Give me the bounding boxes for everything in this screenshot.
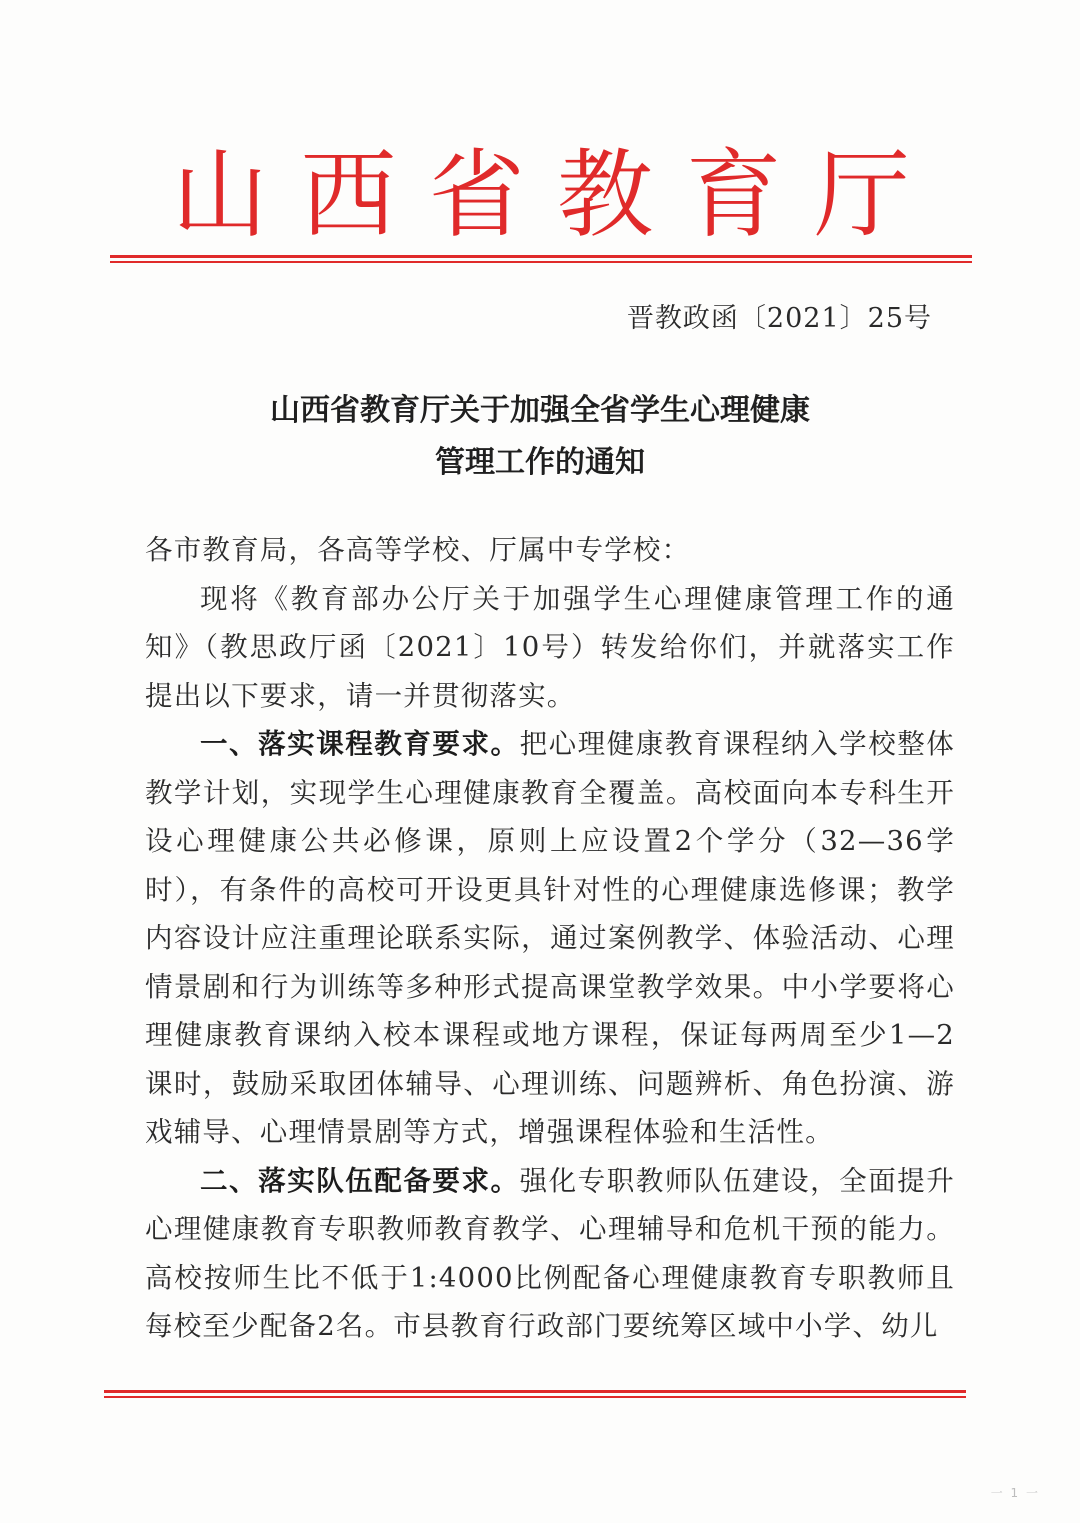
section-1-heading: 一、落实课程教育要求。 (200, 728, 520, 760)
document-body (145, 526, 955, 1351)
footer-red-rule (104, 1390, 966, 1400)
section-2-text: 强化专职教师队伍建设，全面提升心理健康教育专职教师教育教学、心理辅导和危机干预的能力。高校按师生比不低于1:4000比例配备心理健康教育专职教师且每校至少配备2名。市县教育行政部门要统筹区域中小学、幼儿 (145, 1164, 956, 1342)
document-number: 晋教政函〔2021〕25号 (626, 303, 932, 334)
letterhead-char: 教 (557, 139, 654, 251)
intro-paragraph: 现将《教育部办公厅关于加强学生心理健康管理工作的通知》（教思政厅函〔2021〕10号）转发给你们，并就落实工作提出以下要求，请一并贯彻落实。 (145, 582, 955, 712)
section-1-text: 把心理健康教育课程纳入学校整体教学计划，实现学生心理健康教育全覆盖。高校面向本专科生开设心理健康公共必修课，原则上应设置2个学分（32—36学时），有条件的高校可开设更具针对性的心理健康选修课；教学内容设计应注重理论联系实际，通过案例教学、体验活动、心理情景剧和行为训练等多种形式提高课堂教学效果。中小学要将心理健康教育课纳入校本课程或地方课程，保证每两周至少1—2课时，鼓励采取团体辅导、心理训练、问题辨析、角色扮演、游戏辅导、心理情景剧等方式，增强课程体验和生活性。 (145, 728, 956, 1148)
letterhead-title (110, 140, 972, 250)
letterhead-char: 育 (685, 139, 782, 251)
header-red-rule (110, 255, 972, 265)
title-line-1: 山西省教育厅关于加强全省学生心理健康 (270, 393, 810, 428)
addressee: 各市教育局，各高等学校、厅属中专学校： (145, 534, 691, 566)
document-title (0, 385, 1080, 489)
section-2-paragraph (145, 1157, 955, 1351)
letterhead-char: 省 (428, 139, 525, 251)
page-number: 一 1 一 (990, 1486, 1040, 1500)
title-line-2: 管理工作的通知 (435, 445, 645, 480)
letterhead-char: 厅 (813, 139, 910, 251)
section-2-heading: 二、落实队伍配备要求。 (200, 1164, 520, 1197)
letterhead-char: 西 (300, 139, 397, 251)
section-1-paragraph (145, 720, 955, 1157)
letterhead-char: 山 (172, 139, 268, 251)
